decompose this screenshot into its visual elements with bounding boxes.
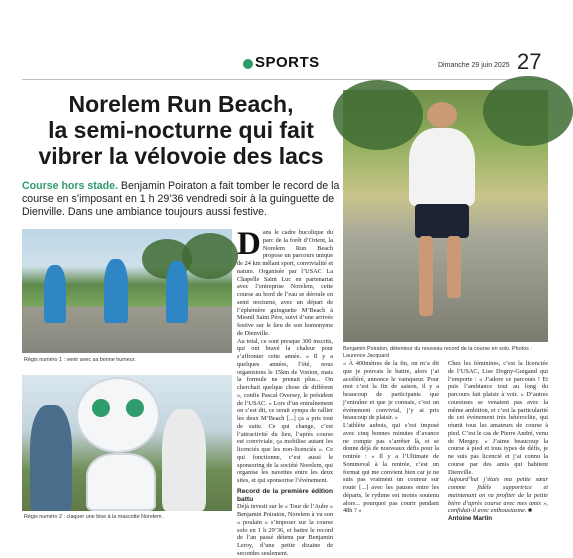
photo-runner bbox=[162, 409, 206, 511]
photo-mascot-head bbox=[76, 377, 160, 453]
headline bbox=[22, 91, 340, 169]
article-column-3 bbox=[448, 360, 548, 523]
photo-runner-leg bbox=[447, 236, 461, 298]
lede bbox=[22, 180, 340, 219]
article-paragraph: Au total, ce sont presque 300 inscrits, qui ont bravé la chaleur pour s’affronter cette année. « Il y a quelques années, l’été, nous organisions le 15km de Vonion, mais la formule ne prenait plus... On cherchait quelque chose de différent », confie Pascal Oversey, le président de l’USAC. « Lors d’un entraînement on s’est dit, ce serait sympa de rallier les deux M’Beach [...] ça a pris tout de suite. Ce qui change, c’est l’attractivité du lieu, l’après course est conviviale, ça mobilise autant les licenciés que les non-licenciés ». Ce qui fonctionne, c’est aussi le sponsoring de la société Norelem, qui organise les navettes entre les deux sites, et qui sponsorise l’événement. bbox=[237, 337, 333, 484]
article-column-2 bbox=[343, 360, 439, 515]
photo-mascot-eye bbox=[92, 399, 110, 417]
photo-runner bbox=[30, 405, 72, 511]
headline-line-3: vibrer la vélovoie des lacs bbox=[38, 143, 324, 169]
article-subhead: Record de la première édition battu bbox=[237, 487, 333, 503]
article-paragraph: Déjà investi sur le « Tour de l’Aube » Benjamin Poiraton, Norelem à vu son « poulain » s’imposer sur la course solo en 1 h 29’36, et battre le record de l’an passé détenu par Benjamin Leroy, d’une petite dizaine de secondes seulement. bbox=[237, 503, 333, 557]
photo-winner bbox=[343, 90, 548, 342]
photo-caption-1: Régis numéro 1 : venir avec sa bonne humeur. bbox=[24, 357, 136, 363]
article-text: ans le cadre bucolique du parc de la forêt d’Orient, la Norelem Run Beach propose un parcours unique de 24 km mêlant sport, convivialité et nature. Organisée par l’USAC La Chapelle Saint Luc en partenariat avec l’entreprise Norelem, cette course au bord de l’eau se déroule en semi nocturne, avec un départ de l’éphémère guinguette M’Beach à Mesnil Saint Père, suivi d’une arrivée festive sur le lieu de son homonyme de Dienville. bbox=[237, 229, 333, 337]
article-paragraph: « À 400mètres de la fin, on m’a dit que je pouvais le battre, alors j’ai accéléré, annonce le vainqueur. Pour moi c’est la fin de saison, il y a beaucoup de participants que j’entraîne et que je connais, c’est un événement convivial, j’y ai pris beaucoup de plaisir. » bbox=[343, 360, 439, 422]
lede-kicker: Course hors stade. bbox=[22, 180, 118, 192]
photo-runner-leg bbox=[419, 236, 433, 316]
article-paragraph: L’athlète aubois, qui s’est imposé avec cinq bonnes minutes d’avance ne compte pas s’arrêter là, et se donne déjà de nouveaux défis pour la rentrée : « Il y a l’Ultimate de Sommeval à la rentrée, c’est un format qui me convient bien car je ne suis pas vraiment un coureur sur route [...] avec les pauses entre les départs, le rythme est moins soutenu alors... pourquoi pas courir pendant 48h ? » bbox=[343, 422, 439, 515]
photo-tree bbox=[333, 80, 423, 150]
section-dot-icon bbox=[243, 59, 253, 69]
photo-caption-2: Benjamin Poiraton, détenteur du nouveau record de la course en solo. Photos : Laurence Jacquard bbox=[343, 346, 532, 359]
photo-runner bbox=[44, 265, 66, 323]
article-paragraph bbox=[237, 226, 333, 338]
lede-text: Benjamin Poiraton a fait tomber le record de la course en s’imposant en 1 h 29’36 vendredi soir à la guinguette de Dienville. Dans une ambiance toujours aussi festive. bbox=[22, 180, 340, 218]
article-signature: Antoine Martin bbox=[448, 515, 493, 522]
dropcap: D bbox=[237, 226, 261, 262]
issue-date: Dimanche 29 juin 2025 bbox=[438, 62, 510, 69]
photo-runner-shorts bbox=[415, 204, 469, 238]
photo-runners-group bbox=[22, 229, 232, 353]
header-divider bbox=[22, 79, 548, 80]
photo-runner bbox=[104, 259, 128, 323]
page-number: 27 bbox=[517, 49, 542, 74]
photo-runner bbox=[166, 261, 188, 323]
headline-line-2: la semi-nocturne qui fait bbox=[48, 117, 314, 143]
photo-mascot-body bbox=[86, 453, 156, 511]
photo-mascot-eye bbox=[126, 399, 144, 417]
section-name: SPORTS bbox=[255, 54, 320, 71]
headline-line-1: Norelem Run Beach, bbox=[68, 91, 294, 117]
photo-runner-shirt bbox=[409, 128, 475, 206]
article-column-1 bbox=[237, 226, 333, 558]
photo-tree bbox=[182, 233, 238, 279]
photo-caption-3: Régis numéro 2 : claquer une bise à la mascotte Norelem. bbox=[24, 514, 164, 520]
article-paragraph: Aujourd’hui j’étais ma petite sœur comme fidèle supportrice et maintenant on va profiter de la petite bière d’après course avec mes amis », confidait-il avec enthousiasme. ■ bbox=[448, 476, 548, 515]
article-paragraph: Chez les féminines, c’est la licenciée de l’USAC, Lise Dogny-Guigand qui l’emporte : « J’adore ce parcours ! Et puis l’ambiance tout au long du parcours fait plaisir à voir. » D’autres coureuses se venaient pas avec la même ambition, et c’est la particularité de cet événement très hétéroclite, qui réunit tous les amateurs de course à pied. C’est le cas de Pierre André, venu de Mergey. « J’aime beaucoup la course à pied et tous types de défis, je ne suis pas licencié et j’ai connu la course par des amis qui habitent Dienville. bbox=[448, 360, 548, 476]
photo-tree bbox=[483, 76, 573, 146]
photo-mascot bbox=[22, 375, 232, 511]
photo-runner-head bbox=[427, 102, 457, 128]
